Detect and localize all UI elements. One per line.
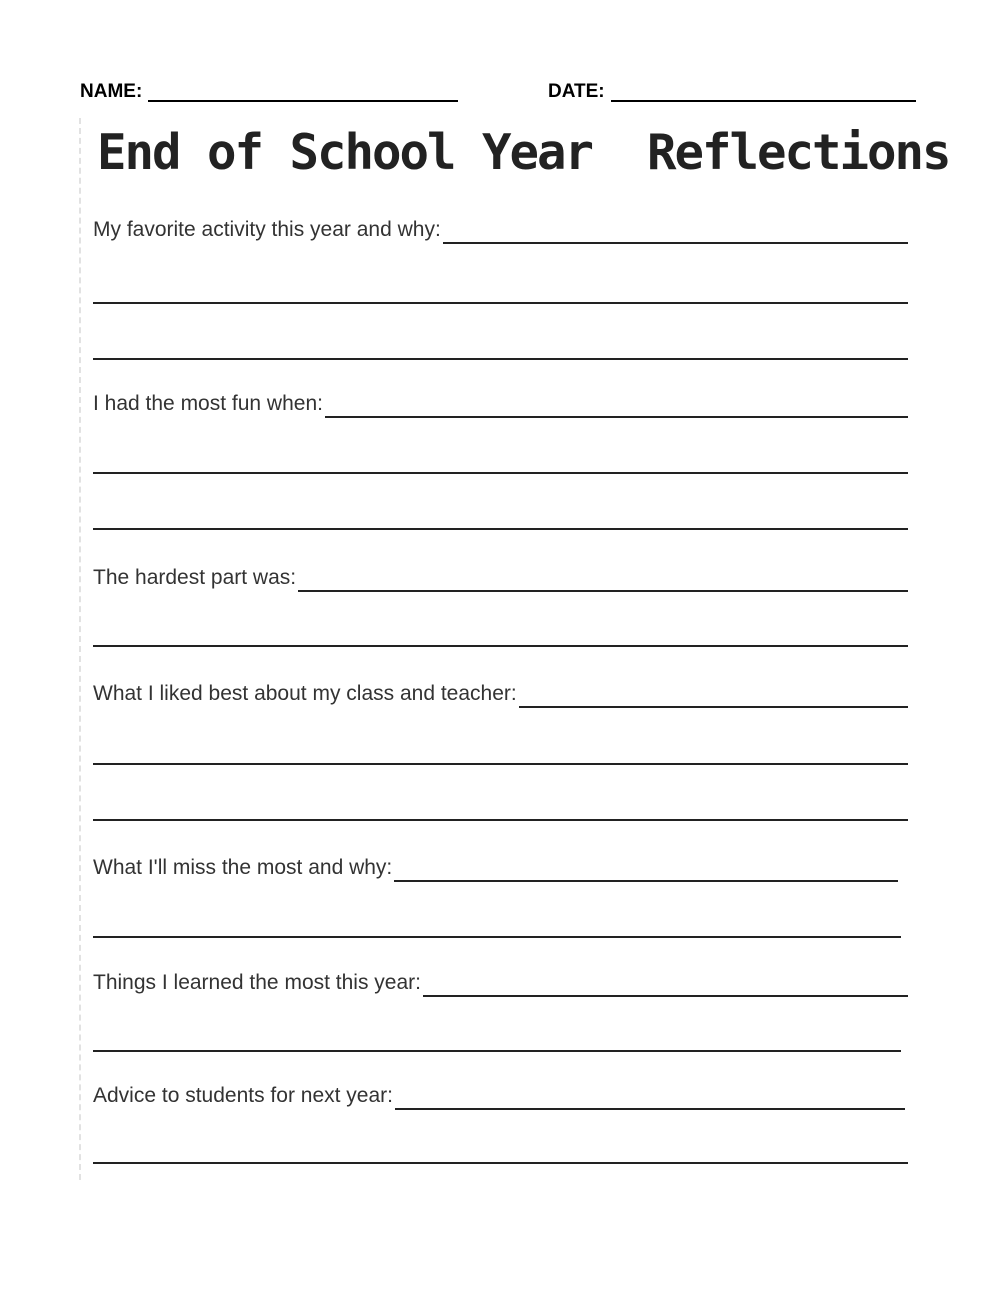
prompt-text: The hardest part was: <box>93 566 297 589</box>
answer-line[interactable] <box>93 819 908 821</box>
date-field[interactable] <box>548 80 916 103</box>
answer-blank[interactable] <box>394 858 898 882</box>
name-label: NAME: <box>80 81 143 102</box>
prompt-advice-next-year[interactable] <box>93 1080 905 1110</box>
prompt-text: What I liked best about my class and teacher: <box>93 682 517 705</box>
answer-line[interactable] <box>93 1050 901 1052</box>
answer-line[interactable] <box>93 645 908 647</box>
name-blank-line[interactable] <box>148 80 458 102</box>
answer-line[interactable] <box>93 763 908 765</box>
prompt-text: Things I learned the most this year: <box>93 971 421 994</box>
date-blank-line[interactable] <box>611 80 916 102</box>
prompt-things-learned[interactable] <box>93 967 908 997</box>
margin-dashed-line <box>79 118 81 1180</box>
page-title: End of School Year Reflections <box>97 124 950 181</box>
answer-line[interactable] <box>93 528 908 530</box>
answer-blank[interactable] <box>325 394 908 418</box>
answer-line[interactable] <box>93 358 908 360</box>
date-label: DATE: <box>548 81 605 102</box>
answer-blank[interactable] <box>298 568 908 592</box>
answer-line[interactable] <box>93 302 908 304</box>
answer-blank[interactable] <box>423 973 908 997</box>
answer-blank[interactable] <box>519 684 908 708</box>
answer-line[interactable] <box>93 472 908 474</box>
prompt-hardest-part[interactable] <box>93 562 908 592</box>
prompt-class-and-teacher[interactable] <box>93 678 908 708</box>
prompt-text: My favorite activity this year and why: <box>93 218 441 241</box>
prompt-text: Advice to students for next year: <box>93 1084 393 1107</box>
prompt-most-fun[interactable] <box>93 388 908 418</box>
prompt-text: I had the most fun when: <box>93 392 323 415</box>
prompt-text: What I'll miss the most and why: <box>93 856 393 879</box>
answer-line[interactable] <box>93 936 901 938</box>
name-field[interactable] <box>80 80 458 103</box>
answer-blank[interactable] <box>443 220 908 244</box>
prompt-favorite-activity[interactable] <box>93 214 908 244</box>
answer-line[interactable] <box>93 1162 908 1164</box>
answer-blank[interactable] <box>395 1086 905 1110</box>
prompt-miss-the-most[interactable] <box>93 852 898 882</box>
